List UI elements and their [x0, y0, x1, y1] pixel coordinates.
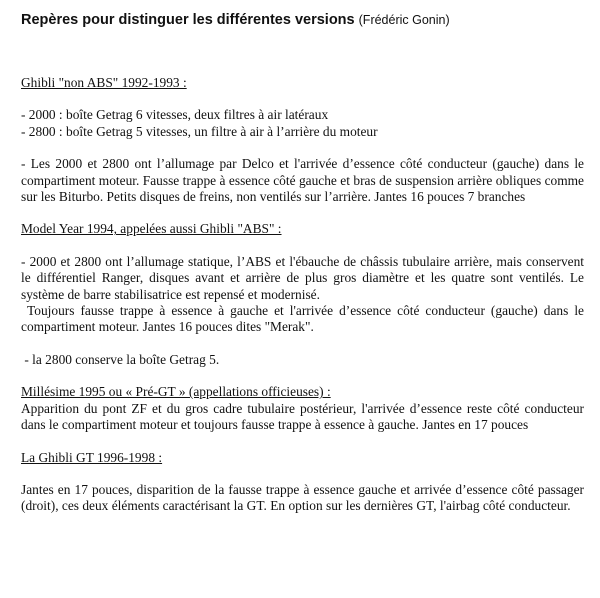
list-item-2000: - 2000 : boîte Getrag 6 vitesses, deux filtres à air latéraux — [21, 107, 329, 123]
document-body — [21, 75, 588, 515]
document-title: Repères pour distinguer les différentes versions — [21, 12, 355, 28]
paragraph-1994-b: Toujours fausse trappe à essence à gauche et l'arrivée d’essence côté conducteur (gauche) dans le compartiment moteur. Jantes 16 pouces dites "Merak". — [21, 303, 588, 335]
list-item-2800: - 2800 : boîte Getrag 5 vitesses, un filtre à air à l’arrière du moteur — [21, 123, 378, 139]
document-title-line — [21, 11, 584, 29]
paragraph-gt-1996-1998: Jantes en 17 pouces, disparition de la fausse trappe à essence gauche et arrivée d’essence côté passager (droit), ces deux éléments caractérisant la GT. En option sur les dernières GT, l'airbag côté conducteur. — [21, 481, 584, 514]
paragraph-1992-1993: - Les 2000 et 2800 ont l’allumage par Delco et l'arrivée d’essence côté conducteur (gauche) dans le compartiment moteur. Fausse trappe à essence côté gauche et bras de suspension arrière obliques comme sur les Biturbo. Petits disques de freins, non ventilés sur l’arrière. Jantes 16 pouces 7 branches — [21, 156, 584, 205]
document-author: (Frédéric Gonin) — [358, 13, 450, 27]
section-heading-1994: Model Year 1994, appelées aussi Ghibli "ABS" : — [21, 221, 282, 237]
section-heading-gt-1996-1998: La Ghibli GT 1996-1998 : — [21, 449, 163, 465]
section-heading-1992-1993: Ghibli "non ABS" 1992-1993 : — [21, 75, 187, 90]
paragraph-1994-a: - 2000 et 2800 ont l’allumage statique, l’ABS et l'ébauche de châssis tubulaire arrière, mais conservent le différentiel Ranger, disques avant et arrière de plus gros diamètre et les quatre sont ventilés. Le système de barre stabilisatrice est repensé et modernisé. — [21, 253, 584, 302]
section-heading-1995: Millésime 1995 ou « Pré-GT » (appellations officieuses) : — [21, 384, 331, 400]
list-item-2800-1994: - la 2800 conserve la boîte Getrag 5. — [21, 351, 220, 367]
paragraph-1995: Apparition du pont ZF et du gros cadre tubulaire postérieur, l'arrivée d’essence reste côté conducteur dans le compartiment moteur et toujours fausse trappe à essence à gauche. Jantes en 17 pouces — [21, 400, 584, 433]
